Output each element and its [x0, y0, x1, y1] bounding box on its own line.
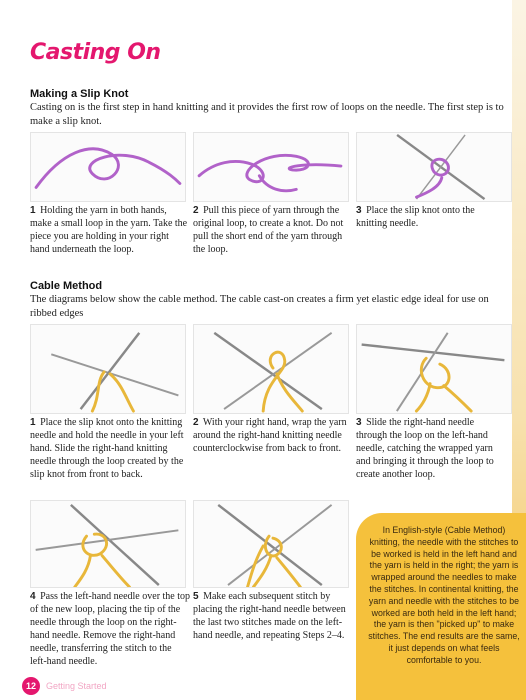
- step-text: Place the slip knot onto the knitting needle.: [356, 205, 475, 229]
- page-footer: [22, 676, 107, 696]
- step-number: 5: [193, 591, 199, 602]
- step-text: Make each subsequent stitch by placing the right-hand needle between the last two stitches made on the left-hand needle, and repeating Steps 2–4.: [193, 591, 346, 641]
- step-text: With your right hand, wrap the yarn around the right-hand knitting needle counterclockwise from back to front.: [193, 417, 347, 454]
- step-text: Pull this piece of yarn through the original loop, to create a knot. Do not pull the short end of the yarn through the loop.: [193, 205, 344, 255]
- page-title: Casting On: [30, 40, 161, 65]
- step-number: 1: [30, 205, 36, 216]
- step-number: 2: [193, 205, 199, 216]
- wrap-yarn-illustration: [194, 325, 348, 413]
- cable-method-heading: Cable Method: [30, 280, 103, 292]
- cable-step-2-caption: [193, 416, 353, 455]
- cable-method-intro: The diagrams below show the cable method. The cable cast-on creates a firm yet elastic edge ideal for use on ribbed edges: [30, 294, 489, 319]
- yarn-knot-illustration: [194, 133, 348, 201]
- step-number: 3: [356, 205, 362, 216]
- slip-knot-step-1-caption: [30, 204, 190, 256]
- slip-knot-figure-1: [30, 132, 186, 202]
- yarn-loop-illustration: [31, 133, 185, 201]
- transfer-stitch-illustration: [31, 501, 185, 587]
- step-number: 1: [30, 417, 36, 428]
- slip-knot-heading: Making a Slip Knot: [30, 88, 129, 100]
- step-text: Place the slip knot onto the knitting needle and hold the needle in your left hand. Slide the right-hand knitting needle through the loop created by the slip knot from front to back.: [30, 417, 184, 480]
- cable-figure-4: [30, 500, 186, 588]
- step-number: 3: [356, 417, 362, 428]
- cable-figure-2: [193, 324, 349, 414]
- tip-note-text: In English-style (Cable Method) knitting, the needle with the stitches to be worked is held in the left hand and the yarn is held in the right; the yarn is wrapped around the needles to make the stitches. In continental knitting, the yarn and needle with the stitches to be worked are both held in the left hand; the yarn is then "picked up" to make stitches. The end results are the same, it just depends on what feels comfortable to you.: [368, 525, 520, 665]
- needles-with-loop-illustration: [31, 325, 185, 413]
- cable-figure-1: [30, 324, 186, 414]
- slip-knot-on-needle-illustration: [357, 133, 511, 201]
- step-number: 2: [193, 417, 199, 428]
- cable-step-5-caption: [193, 590, 349, 642]
- cable-step-3-caption: [356, 416, 506, 481]
- cable-figure-5: [193, 500, 349, 588]
- pull-through-loop-illustration: [357, 325, 511, 413]
- section-name: Getting Started: [46, 681, 107, 691]
- step-text: Slide the right-hand needle through the loop on the left-hand needle, catching the wrapped yarn and bringing it through the loop to create another loop.: [356, 417, 494, 480]
- slip-knot-step-3-caption: [356, 204, 506, 230]
- page-number: 12: [22, 677, 40, 695]
- step-text: Holding the yarn in both hands, make a small loop in the yarn. Take the piece you are holding in your right hand underneath the loop.: [30, 205, 188, 255]
- slip-knot-step-2-caption: [193, 204, 353, 256]
- slip-knot-figure-3: [356, 132, 512, 202]
- tip-note-box: [356, 513, 526, 700]
- step-number: 4: [30, 591, 36, 602]
- step-text: Pass the left-hand needle over the top of the new loop, placing the tip of the needle through the loop on the right-hand needle. Remove the right-hand needle, transferring the stitch to the left-hand needle.: [30, 591, 191, 667]
- slip-knot-figure-2: [193, 132, 349, 202]
- subsequent-stitch-illustration: [194, 501, 348, 587]
- cable-figure-3: [356, 324, 512, 414]
- cable-step-4-caption: [30, 590, 190, 668]
- slip-knot-intro: Casting on is the first step in hand knitting and it provides the first row of loops on the needle. The first step is to make a slip knot.: [30, 102, 504, 127]
- cable-step-1-caption: [30, 416, 190, 481]
